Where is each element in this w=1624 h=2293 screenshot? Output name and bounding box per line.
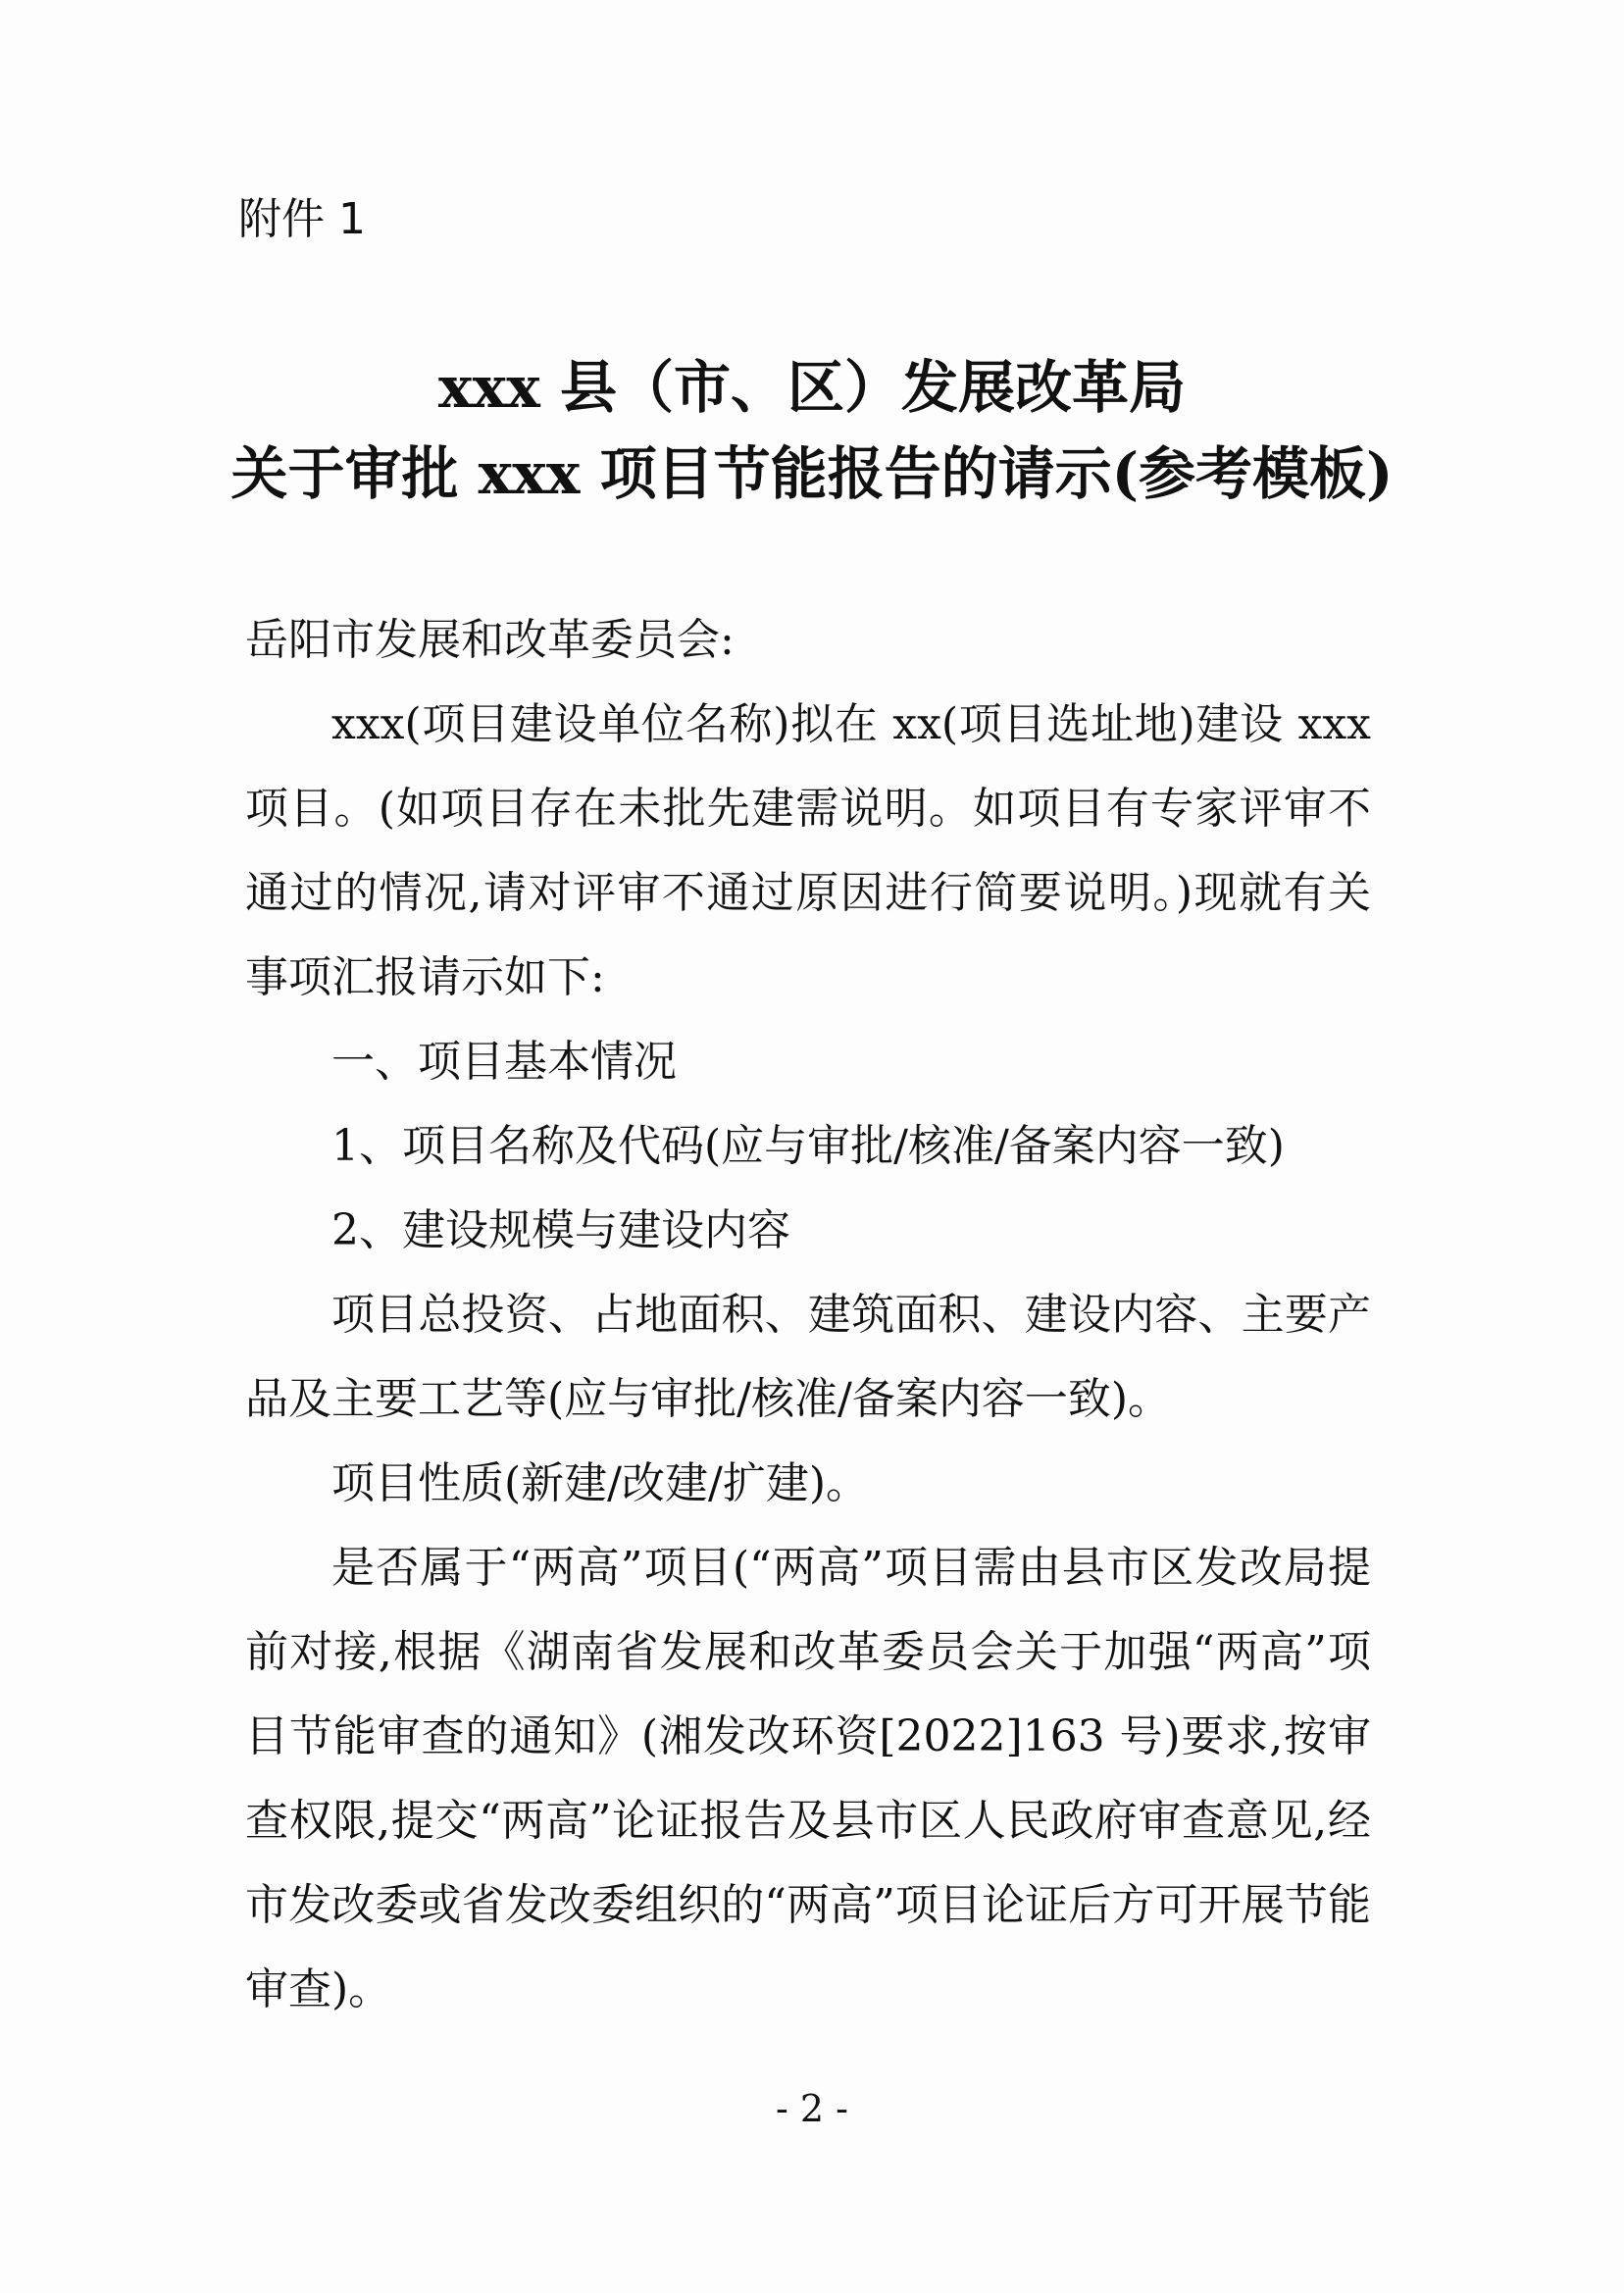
attachment-label: 附件 1 xyxy=(238,194,366,244)
document-title-line1: xxx 县（市、区）发展改革局 xyxy=(438,354,1186,421)
page-number: - 2 - xyxy=(775,2087,848,2130)
intro-paragraph: xxx(项目建设单位名称)拟在 xx(项目选址地)建设 xxx 项目。(如项目存在未批先建需说明。如项目有专家评审不通过的情况,请对评审不通过原因进行简要说明。)现就有关事项汇报请示如下: xyxy=(245,699,1371,1002)
document-title-line2: 关于审批 xxx 项目节能报告的请示(参考模板) xyxy=(230,440,1394,507)
section-heading-basic-info: 一、项目基本情况 xyxy=(331,1037,677,1087)
lianggao-paragraph: 是否属于“两高”项目(“两高”项目需由县市区发改局提前对接,根据《湖南省发展和改革委员会关于加强“两高”项目节能审查的通知》(湘发改环资[2022]163 号)要求,按审查权限,提交“两高”论证报告及县市区人民政府审查意见,经市发改委或省发改委组织的“两高”项目论证后方可开展节能审查)。 xyxy=(245,1543,1371,2014)
document-body xyxy=(245,683,1371,2032)
nature-paragraph: 项目性质(新建/改建/扩建)。 xyxy=(331,1458,869,1508)
item-scale-content: 2、建设规模与建设内容 xyxy=(331,1205,790,1255)
item-project-name-code: 1、项目名称及代码(应与审批/核准/备案内容一致) xyxy=(331,1121,1285,1171)
scale-paragraph: 项目总投资、占地面积、建筑面积、建设内容、主要产品及主要工艺等(应与审批/核准/备案内容一致)。 xyxy=(245,1290,1371,1424)
addressee: 岳阳市发展和改革委员会: xyxy=(245,615,735,665)
